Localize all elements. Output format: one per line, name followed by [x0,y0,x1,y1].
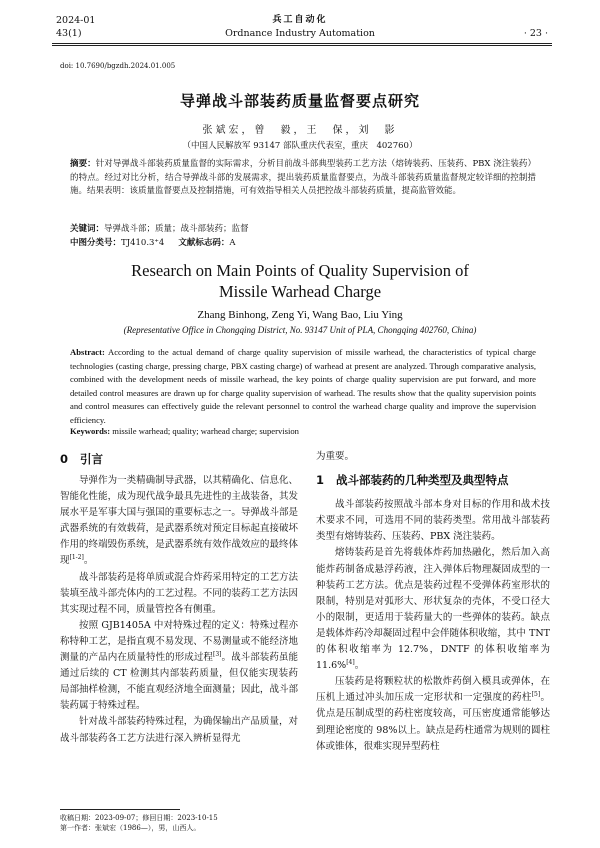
section-0-title: 引言 [80,452,104,466]
section-1-number: 1 [316,473,325,488]
paragraph: 按照 GJB1405A 中对特殊过程的定义：特殊过程亦称特种工艺，是指直观不易发现、不易测量或不能经济地测量的产品内在质量特性的形成过程[3]。战斗部装药虽能通过后续的 CT 检测其内部装药质量，但仅能实现装药局部抽样检测，不能直观经济地全面测量；因此，战斗部装药属于特殊过程。 [60,619,298,712]
keywords-cn-text: 导弹战斗部；质量；战斗部装药；监督 [104,224,249,234]
keywords-en-label: Keywords: [70,426,111,436]
received-date: 收稿日期：2023-09-07；修回日期：2023-10-15 [60,814,218,822]
paragraph: 为重要。 [316,451,355,462]
doc-code-value: A [229,238,236,248]
journal-name-en: Ordnance Industry Automation [225,28,375,39]
section-1-heading [316,472,550,488]
journal-header [0,14,600,40]
paragraph: 压装药是将颗粒状的松散炸药倒入模具或弹体，在压机上通过冲头加压成一定形状和一定强度的药柱[5]。优点是压制成型的药柱密度较高，可压密度通常能够达到理论密度的 98%以上。缺点是药柱通常为规则的圆柱体或锥体，很难实现异型药柱 [316,676,550,752]
citation: [1-2] [69,554,84,562]
header-rule [52,43,552,44]
abstract-en-text: According to the actual demand of charge quality supervision of missile warhead, the characteristics of typical charge technologies (casting charge, pressing charge, PBX casting charge) of warhead at present are analyzed. Through comparative analysis, combined with the development needs of missile warhead, the key points of charge quality supervision are put forward, and more detailed control measures are drawn up for charge quality supervision of warhead. The results show that the quality supervision points and control measures can effectively guide the relevant personnel to control the warhead charge quality and improve the supervision efficiency. [70,347,536,425]
clc-value: TJ410.3⁺4 [121,238,165,248]
classification [70,237,536,250]
keywords-en [70,426,536,436]
authors-cn: 张斌宏，曾 毅，王 保，刘 影 [202,125,398,136]
affiliation-en: (Representative Office in Chongqing District, No. 93147 Unit of PLA, Chongqing 402760, China) [123,325,477,335]
footnote-rule [60,809,180,810]
paragraph: 战斗部装药按照战斗部本身对目标的作用和战术技术要求不同，可选用不同的装药类型。常用战斗部装药类型有熔铸装药、压装药、PBX 浇注装药。 [316,499,550,543]
page-number: · 23 · [523,28,548,39]
abstract-en [70,346,536,428]
keywords-cn [70,223,536,236]
title-en-line2: Missile Warhead Charge [218,282,382,301]
journal-name-cn: 兵工自动化 [272,15,328,25]
left-column [60,473,298,747]
right-column [316,449,550,755]
first-author: 第一作者：张斌宏（1986—），男，山西人。 [60,824,201,832]
page-title: 导弹战斗部装药质量监督要点研究 [179,92,420,110]
clc-label: 中图分类号： [70,238,122,248]
keywords-en-text: missile warhead; quality; warhead charge; supervision [112,426,299,436]
paragraph: 熔铸装药是首先将载体炸药加热融化，然后加入高能炸药制备成悬浮药液，注入弹体后物理凝固成型的一种装药工艺方法。优点是装药过程不受弹体药室形状的限制，特别是对弧形大、形状复杂的壳体，不受口径大小的限制，更适用于装药量大的一些弹体的装药。缺点是载体炸药冷却凝固过程中会伴随体积收缩，其中 TNT 的体积收缩率为 12.7%，DNTF 的体积收缩率为 11.6%[4]。 [316,547,550,672]
abstract-cn-text: 针对导弹战斗部装药质量监督的实际需求，分析目前战斗部典型装药工艺方法（熔铸装药、压装药、PBX 浇注装药）的特点。经过对比分析，结合导弹战斗部的发展需求，提出装药质量监督要点，为战斗部装药质量监督规定较详细的控制措施。结果表明：该质量监督要点及控制措施，可有效指导相关人员把控战斗部装药质量，提高监管效能。 [70,159,536,196]
citation: [5] [531,691,541,699]
paragraph: 导弹作为一类精确制导武器，以其精确化、信息化、智能化性能，成为现代战争最具先进性的主战装备，其发展水平是军事大国与强国的重要标志之一。导弹战斗部是武器系统的有效载荷，是武器系统对预定目标起直接破坏作用的终端毁伤系统，是武器系统有效作战效应的最终体现[1-2]。 [60,475,298,567]
paragraph: 针对战斗部装药特殊过程，为确保输出产品质量，对战斗部装药各工艺方法进行深入辨析显得尤 [60,716,298,744]
header-rule-2 [52,45,552,46]
doc-code-label: 文献标志码： [178,238,230,248]
citation: [3] [212,650,222,658]
abstract-cn [70,158,536,199]
authors-en: Zhang Binhong, Zeng Yi, Wang Bao, Liu Ying [197,309,403,321]
doi: doi: 10.7690/bgzdh.2024.01.005 [60,62,176,70]
abstract-en-label: Abstract: [70,347,105,357]
paragraph: 战斗部装药是将单质或混合炸药采用特定的工艺方法装填至战斗部壳体内的工艺过程。不同的装药工艺方法因其实现过程不同，质量管控各有侧重。 [60,571,298,615]
affiliation-cn: （中国人民解放军 93147 部队重庆代表室，重庆 402760） [182,141,418,151]
title-en-line1: Research on Main Points of Quality Supervision of [131,261,469,280]
abstract-cn-label: 摘要： [70,159,96,169]
issue-volume: 43(1) [56,28,82,39]
section-1-title: 战斗部装药的几种类型及典型特点 [336,473,509,488]
section-0-number: 0 [60,452,69,466]
title-en [0,260,600,302]
issue-date: 2024-01 [56,15,96,26]
footnote [60,813,218,833]
keywords-cn-label: 关键词： [70,224,105,234]
section-0-heading [60,451,103,467]
citation: [4] [346,658,355,666]
